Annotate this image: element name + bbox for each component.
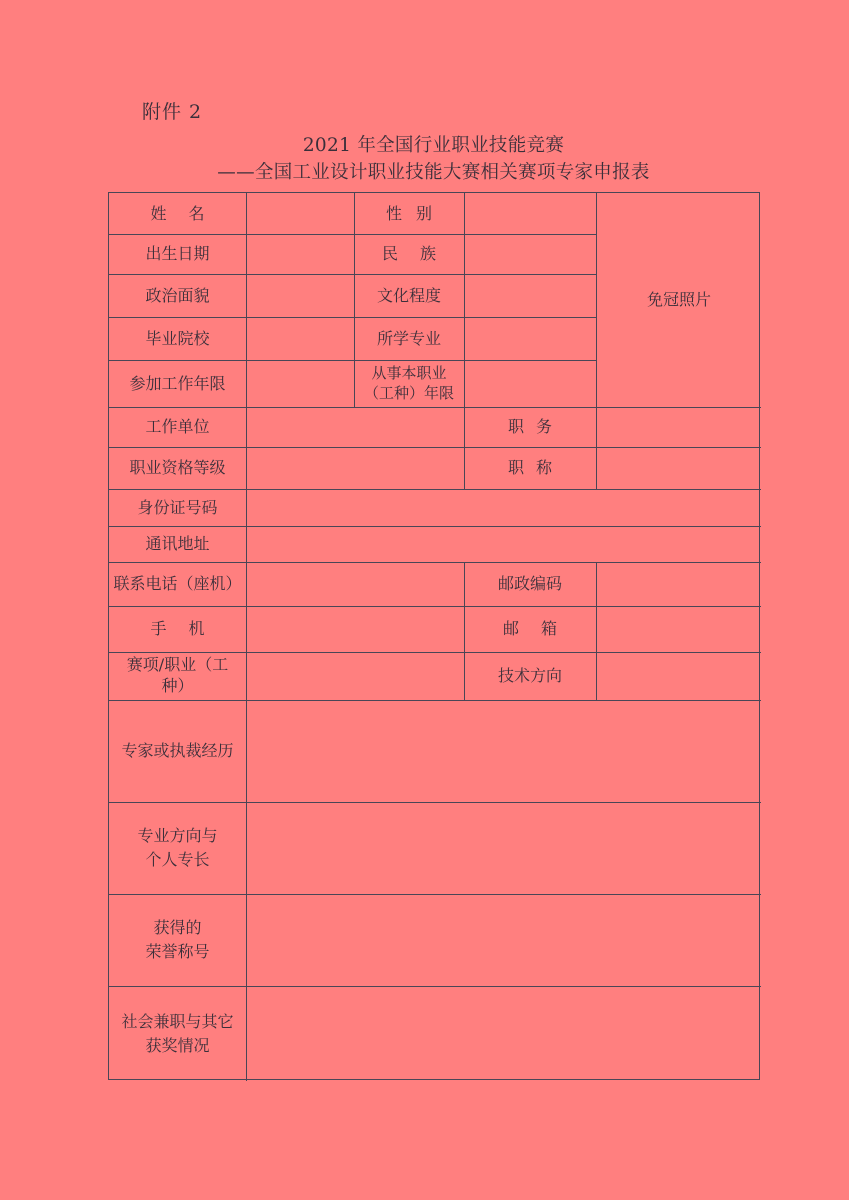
label-email: 邮箱 xyxy=(502,619,579,639)
label-tech-direction: 技术方向 xyxy=(497,666,562,686)
label-mobile: 手机 xyxy=(150,619,227,639)
experience-field[interactable] xyxy=(247,700,761,802)
name-field[interactable] xyxy=(247,193,354,234)
school-field[interactable] xyxy=(247,317,354,360)
label-employer: 工作单位 xyxy=(145,417,210,437)
qualification-field[interactable] xyxy=(247,447,464,489)
form-title-line2: ——全国工业设计职业技能大赛相关赛项专家申报表 xyxy=(217,162,650,183)
label-id-number: 身份证号码 xyxy=(137,497,218,517)
label-experience: 专家或执裁经历 xyxy=(121,741,234,761)
label-political-status: 政治面貌 xyxy=(145,285,210,305)
education-field[interactable] xyxy=(465,274,596,317)
label-occupation-years: 从事本职业 （工种）年限 xyxy=(363,364,454,402)
label-work-years: 参加工作年限 xyxy=(129,373,226,393)
label-position: 职务 xyxy=(507,417,564,437)
birth-date-field[interactable] xyxy=(247,234,354,274)
label-address: 通讯地址 xyxy=(145,534,210,554)
label-gender: 性别 xyxy=(385,203,446,223)
label-ethnicity: 民族 xyxy=(381,244,458,264)
honors-field[interactable] xyxy=(247,894,761,986)
political-status-field[interactable] xyxy=(247,274,354,317)
form-title-line1: 2021 年全国行业职业技能竞赛 xyxy=(302,135,565,156)
position-field[interactable] xyxy=(597,407,761,447)
specialty-field[interactable] xyxy=(247,802,761,894)
label-school: 毕业院校 xyxy=(145,328,210,348)
label-other: 社会兼职与其它 获奖情况 xyxy=(121,1011,234,1055)
label-postal-code: 邮政编码 xyxy=(497,574,562,594)
label-specialty: 专业方向与 个人专长 xyxy=(137,826,218,869)
label-qualification: 职业资格等级 xyxy=(129,458,226,478)
label-landline: 联系电话（座机） xyxy=(113,574,242,594)
title-field[interactable] xyxy=(597,447,761,489)
occupation-years-field[interactable] xyxy=(465,360,596,407)
mobile-field[interactable] xyxy=(247,606,464,652)
label-birth-date: 出生日期 xyxy=(145,244,210,264)
address-field[interactable] xyxy=(247,526,761,562)
label-name: 姓名 xyxy=(150,203,227,223)
employer-field[interactable] xyxy=(247,407,464,447)
other-field[interactable] xyxy=(247,986,761,1081)
label-event: 赛项/职业（工 种） xyxy=(126,655,229,695)
work-years-field[interactable] xyxy=(247,360,354,407)
ethnicity-field[interactable] xyxy=(465,234,596,274)
label-honors: 获得的 荣誉称号 xyxy=(145,918,210,961)
tech-direction-field[interactable] xyxy=(597,652,761,700)
label-title: 职称 xyxy=(507,458,564,478)
postal-code-field[interactable] xyxy=(597,562,761,606)
landline-field[interactable] xyxy=(247,562,464,606)
major-field[interactable] xyxy=(465,317,596,360)
id-number-field[interactable] xyxy=(247,489,761,526)
attachment-label: 附件 2 xyxy=(142,101,203,123)
label-education: 文化程度 xyxy=(376,285,441,305)
gender-field[interactable] xyxy=(465,193,596,234)
event-field[interactable] xyxy=(247,652,464,700)
email-field[interactable] xyxy=(597,606,761,652)
photo-placeholder[interactable]: 免冠照片 xyxy=(646,290,711,310)
application-form-table xyxy=(108,192,760,1080)
label-major: 所学专业 xyxy=(376,328,441,348)
